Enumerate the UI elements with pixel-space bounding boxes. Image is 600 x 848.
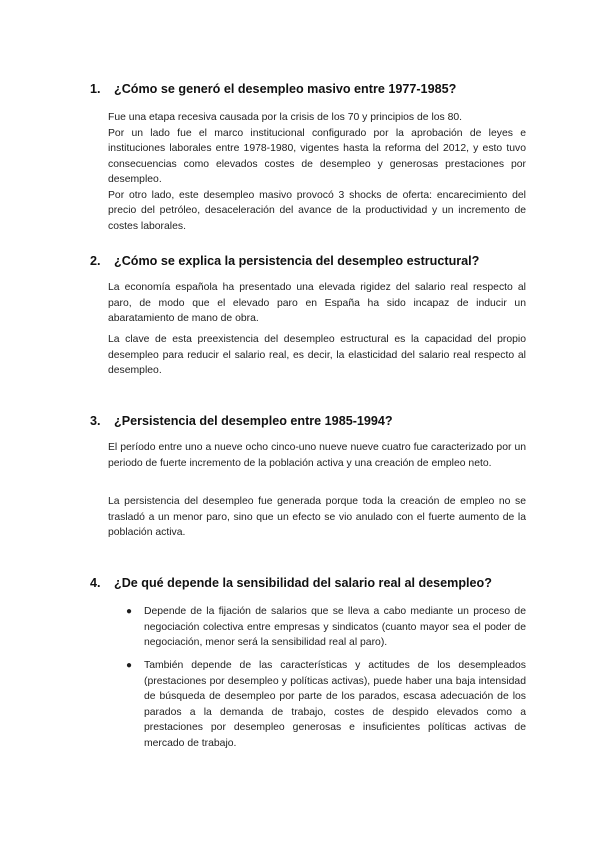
section-2-paragraph-2: La clave de esta preexistencia del desempleo estructural es la capacidad del propio desempleo para reducir el salario real, es decir, la elasticidad del salario real respecto al desempleo. <box>108 334 526 376</box>
section-1-body <box>108 110 526 234</box>
section-1-heading <box>90 82 456 96</box>
section-2-paragraph-1: La economía española ha presentado una elevada rigidez del salario real respecto al paro, de modo que el elevado paro en España ha sido incapaz de inducir un abaratamiento de mano de obra. <box>108 282 526 324</box>
section-1-number: 1. <box>90 82 101 96</box>
section-3-paragraph-1: El período entre uno a nueve ocho cinco-uno nueve nueve cuatro fue caracterizado por un periodo de fuerte incremento de la población activa y una creación de empleo neto. <box>108 442 526 469</box>
section-4-title: ¿De qué depende la sensibilidad del salario real al desempleo? <box>114 576 492 590</box>
section-1-paragraph-3: Por otro lado, este desempleo masivo provocó 3 shocks de oferta: encarecimiento del precio del petróleo, desaceleración del avance de la productividad y un incremento de costes laborales. <box>108 189 526 232</box>
section-3-paragraph-2: La persistencia del desempleo fue generada porque toda la creación de empleo no se trasladó a un menor paro, sino que un efecto se vio anulado con el fuerte aumento de la población activa. <box>108 496 526 538</box>
bullet-icon: ● <box>126 660 133 671</box>
section-4-bullet-1: Depende de la fijación de salarios que se lleva a cabo mediante un proceso de negociación colectiva entre empresas y sindicatos (cuanto mayor sea el poder de negociación, menor será la sensibilidad real al paro). <box>144 606 526 648</box>
section-1-title: ¿Cómo se generó el desempleo masivo entre 1977-1985? <box>114 82 457 96</box>
section-3-number: 3. <box>90 414 101 428</box>
section-4-number: 4. <box>90 576 101 590</box>
section-1-paragraph-1: Fue una etapa recesiva causada por la crisis de los 70 y principios de los 80. <box>108 112 463 123</box>
section-3-heading <box>90 414 393 428</box>
section-2-number: 2. <box>90 254 101 268</box>
section-2-heading <box>90 254 479 268</box>
section-4-heading <box>90 576 492 590</box>
section-2-title: ¿Cómo se explica la persistencia del desempleo estructural? <box>114 254 480 268</box>
section-4-bullet-2: También depende de las características y actitudes de los desempleados (prestaciones por desempleo y políticas activas), puede haber una baja intensidad de búsqueda de desempleo por parte de los parados, escasa adecuación de los parados a la demanda de trabajo, costes de despido elevados como a prestaciones por desempleo generosas e insuficientes políticas activas de mercado de trabajo. <box>144 660 526 749</box>
section-3-title: ¿Persistencia del desempleo entre 1985-1994? <box>114 414 393 428</box>
section-1-paragraph-2: Por un lado fue el marco institucional configurado por la aprobación de leyes e instituciones laborales entre 1978-1980, vigentes hasta la reforma del 2012, y esto tuvo consecuencias como elevados costes de desempleo y generosas prestaciones por desempleo. <box>108 127 526 185</box>
bullet-icon: ● <box>126 606 133 617</box>
